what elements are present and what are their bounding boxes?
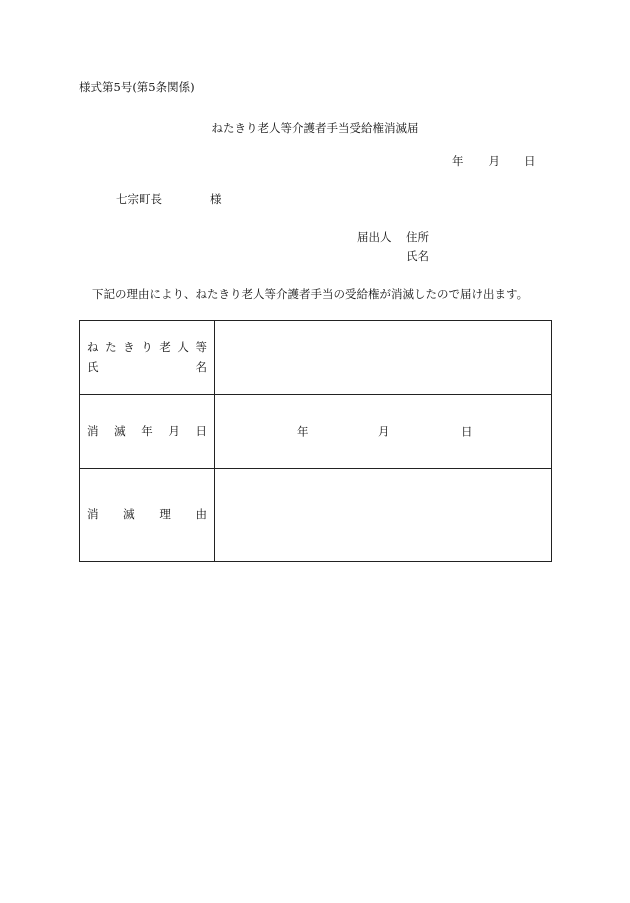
termination-date-label-line [80, 423, 214, 438]
label-char: 理 [159, 507, 171, 522]
termination-date-label [80, 395, 215, 469]
caregiver-name-label-line2 [80, 362, 214, 374]
body-text: 下記の理由により、ねたきり老人等介護者手当の受給権が消滅したので届け出ます。 [92, 287, 529, 301]
date-line [452, 156, 536, 168]
table-row-caregiver-name [80, 321, 552, 395]
label-char: 氏 [87, 360, 99, 374]
caregiver-name-label-line1 [80, 339, 214, 354]
label-char: 月 [168, 423, 180, 438]
date-month-label: 月 [488, 154, 500, 168]
label-char: た [105, 339, 117, 354]
label-char: 名 [195, 360, 207, 374]
label-char: 老 [159, 339, 171, 354]
date-year-label: 年 [452, 154, 464, 168]
label-char: 年 [141, 423, 153, 438]
termination-reason-field[interactable] [215, 469, 552, 562]
caregiver-name-label [80, 321, 215, 395]
caregiver-name-field[interactable] [215, 321, 552, 395]
form-table [79, 320, 552, 562]
table-row-termination-reason [80, 469, 552, 562]
termination-year-label: 年 [297, 423, 309, 438]
termination-date-field[interactable] [215, 395, 552, 469]
table-row-termination-date [80, 395, 552, 469]
form-title: ねたきり老人等介護者手当受給権消滅届 [211, 121, 419, 135]
submitter-label: 届出人 [357, 230, 392, 244]
label-char: 人 [177, 339, 189, 354]
name-label: 氏名 [406, 249, 429, 263]
termination-reason-label-line [80, 509, 214, 521]
label-char: り [141, 339, 153, 354]
date-day-label: 日 [524, 154, 536, 168]
addressee-name: 七宗町長 [116, 192, 162, 206]
termination-month-label: 月 [378, 423, 390, 438]
form-number: 様式第5号(第5条関係) [79, 80, 195, 94]
label-char: ね [87, 339, 99, 354]
label-char: 消 [87, 507, 99, 522]
addressee [116, 194, 222, 206]
label-char: 等 [195, 339, 207, 354]
label-char: 消 [87, 423, 99, 438]
termination-reason-label [80, 469, 215, 562]
label-char: 由 [195, 507, 207, 522]
termination-day-label: 日 [461, 423, 473, 438]
addressee-honorific: 様 [210, 192, 222, 206]
label-char: 滅 [123, 507, 135, 522]
address-label: 住所 [406, 230, 429, 244]
label-char: 滅 [114, 423, 126, 438]
label-char: 日 [195, 423, 207, 438]
label-char: き [123, 339, 135, 354]
